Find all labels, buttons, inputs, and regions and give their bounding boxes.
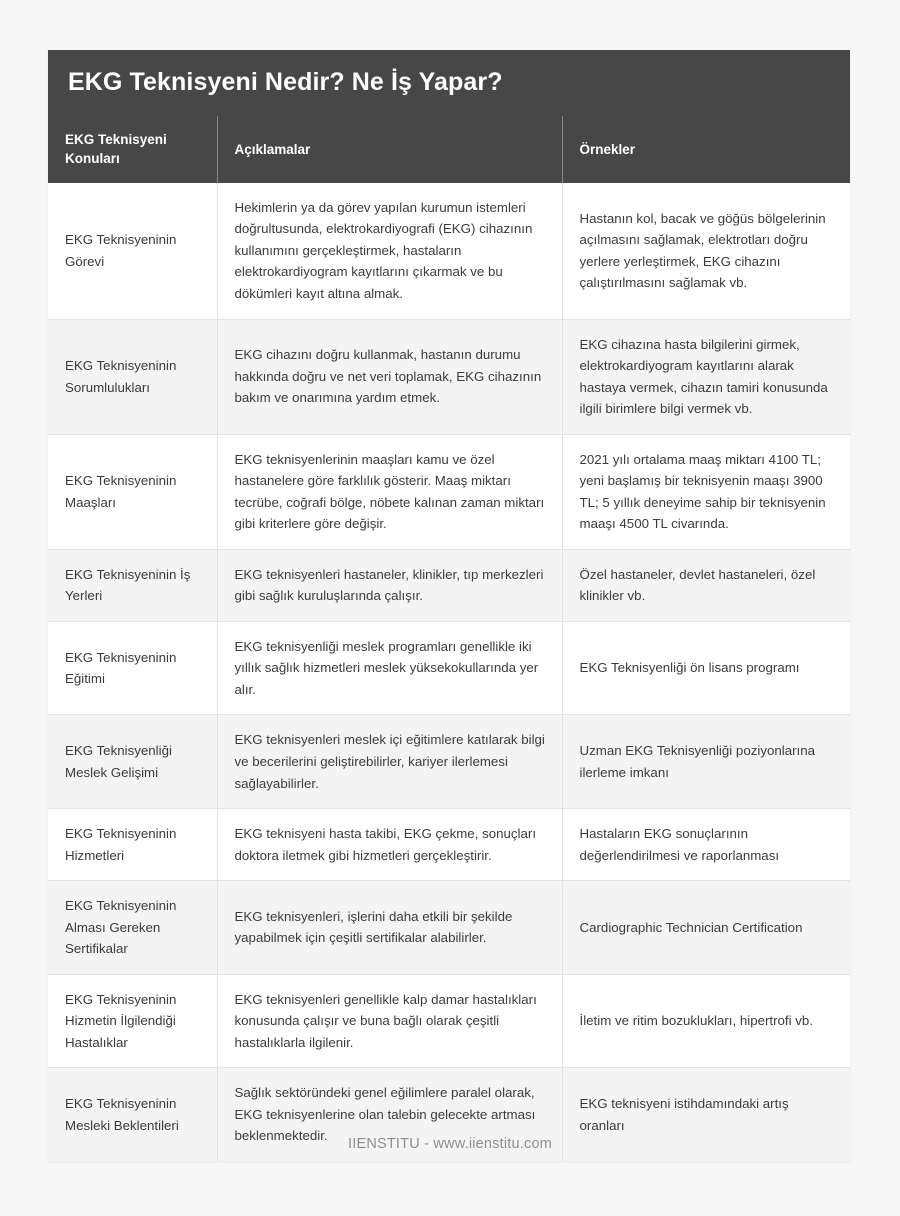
- cell-example: Cardiographic Technician Certification: [562, 881, 850, 975]
- column-header-examples: Örnekler: [562, 116, 850, 183]
- cell-example: İletim ve ritim bozuklukları, hipertrofi vb.: [562, 974, 850, 1068]
- cell-example: Uzman EKG Teknisyenliği poziyonlarına ilerleme imkanı: [562, 715, 850, 809]
- cell-topic: EKG Teknisyeninin Mesleki Beklentileri: [48, 1068, 217, 1161]
- cell-description: Sağlık sektöründeki genel eğilimlere paralel olarak, EKG teknisyenlerine olan talebin gelecekte artması beklenmektedir.: [217, 1068, 562, 1161]
- cell-description: EKG cihazını doğru kullanmak, hastanın durumu hakkında doğru ve net veri toplamak, EKG cihazının bakım ve onarımına yardım etmek.: [217, 319, 562, 434]
- cell-example: 2021 yılı ortalama maaş miktarı 4100 TL; yeni başlamış bir teknisyenin maaşı 3900 TL; 5 yıllık deneyime sahip bir teknisyenin maaşı 4500 TL civarında.: [562, 434, 850, 549]
- cell-description: EKG teknisyenlerinin maaşları kamu ve özel hastanelere göre farklılık gösterir. Maaş miktarı tecrübe, coğrafi bölge, nöbete kalınan zaman miktarı gibi kriterlere göre değişir.: [217, 434, 562, 549]
- cell-topic: EKG Teknisyeninin Hizmetin İlgilendiği Hastalıklar: [48, 974, 217, 1068]
- cell-description: EKG teknisyenleri, işlerini daha etkili bir şekilde yapabilmek için çeşitli sertifikalar alabilirler.: [217, 881, 562, 975]
- column-header-topics: EKG Teknisyeni Konuları: [48, 116, 217, 183]
- table-row: [48, 434, 850, 549]
- footer-attribution: IIENSTITU - www.iienstitu.com: [348, 1136, 552, 1152]
- table-row: [48, 549, 850, 621]
- cell-example: EKG teknisyeni istihdamındaki artış oranları: [562, 1068, 850, 1161]
- cell-description: EKG teknisyenleri hastaneler, klinikler, tıp merkezleri gibi sağlık kuruluşlarında çalışır.: [217, 549, 562, 621]
- table-row: [48, 621, 850, 715]
- cell-topic: EKG Teknisyeninin Hizmetleri: [48, 809, 217, 881]
- cell-description: EKG teknisyenliği meslek programları genellikle iki yıllık sağlık hizmetleri meslek yüksekokullarında yer alır.: [217, 621, 562, 715]
- cell-example: EKG cihazına hasta bilgilerini girmek, elektrokardiyogram kayıtlarını alarak hastaya vermek, cihazın tamiri konusunda ilgili birimlere bilgi vermek vb.: [562, 319, 850, 434]
- cell-description: EKG teknisyeni hasta takibi, EKG çekme, sonuçları doktora iletmek gibi hizmetleri gerçekleştirir.: [217, 809, 562, 881]
- cell-topic: EKG Teknisyeninin Alması Gereken Sertifikalar: [48, 881, 217, 975]
- cell-example: EKG Teknisyenliği ön lisans programı: [562, 621, 850, 715]
- table-header-row: [48, 116, 850, 183]
- cell-description: Hekimlerin ya da görev yapılan kurumun istemleri doğrultusunda, elektrokardiyografi (EKG) cihazının kullanımını gerçekleştirmek, hastaların elektrokardiyogram kayıtlarını çıkarmak ve bu dökümleri kayıt altına almak.: [217, 183, 562, 319]
- table-row: [48, 319, 850, 434]
- ekg-technician-table: [48, 116, 850, 1161]
- table-body: [48, 183, 850, 1161]
- table-row: [48, 974, 850, 1068]
- cell-topic: EKG Teknisyeninin Eğitimi: [48, 621, 217, 715]
- table-head: [48, 116, 850, 183]
- cell-description: EKG teknisyenleri meslek içi eğitimlere katılarak bilgi ve becerilerini geliştirebilirler, kariyer ilerlemesi sağlayabilirler.: [217, 715, 562, 809]
- table-row: [48, 715, 850, 809]
- info-table-card: [48, 50, 850, 1161]
- column-header-descriptions: Açıklamalar: [217, 116, 562, 183]
- cell-description: EKG teknisyenleri genellikle kalp damar hastalıkları konusunda çalışır ve buna bağlı olarak çeşitli hastalıklarla ilgilenir.: [217, 974, 562, 1068]
- cell-topic: EKG Teknisyeninin Sorumlulukları: [48, 319, 217, 434]
- table-row: [48, 183, 850, 319]
- cell-example: Hastaların EKG sonuçlarının değerlendirilmesi ve raporlanması: [562, 809, 850, 881]
- cell-example: Hastanın kol, bacak ve göğüs bölgelerinin açılmasını sağlamak, elektrotları doğru yerlere yerleştirmek, EKG cihazını çalıştırılmasını sağlamak vb.: [562, 183, 850, 319]
- table-row: [48, 881, 850, 975]
- cell-topic: EKG Teknisyeninin Maaşları: [48, 434, 217, 549]
- cell-topic: EKG Teknisyeninin Görevi: [48, 183, 217, 319]
- cell-topic: EKG Teknisyeninin İş Yerleri: [48, 549, 217, 621]
- cell-topic: EKG Teknisyenliği Meslek Gelişimi: [48, 715, 217, 809]
- page-title: EKG Teknisyeni Nedir? Ne İş Yapar?: [48, 50, 850, 116]
- cell-example: Özel hastaneler, devlet hastaneleri, özel klinikler vb.: [562, 549, 850, 621]
- table-row: [48, 809, 850, 881]
